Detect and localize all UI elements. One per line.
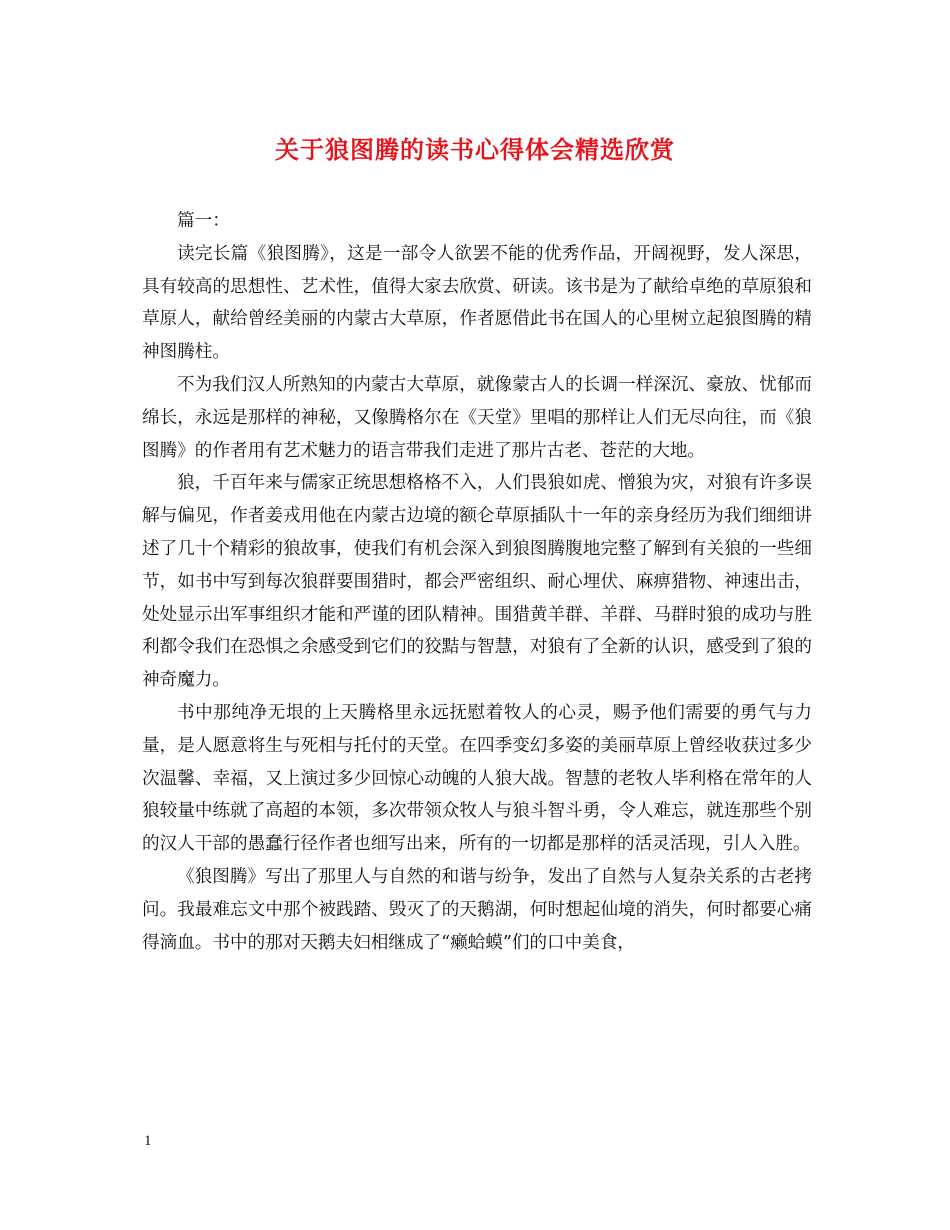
document-body	[142, 205, 812, 959]
page-title: 关于狼图腾的读书心得体会精选欣赏	[275, 135, 675, 164]
paragraph-2: 不为我们汉人所熟知的内蒙古大草原，就像蒙古人的长调一样深沉、豪放、忧郁而绵长，永远是那样的神秘，又像腾格尔在《天堂》里唱的那样让人们无尽向往，而《狼图腾》的作者用有艺术魅力的语言带我们走进了那片古老、苍茫的大地。	[142, 374, 812, 461]
paragraph-3: 狼，千百年来与儒家正统思想格格不入，人们畏狼如虎、憎狼为灾，对狼有许多误解与偏见，作者姜戎用他在内蒙古边境的额仑草原插队十一年的亲身经历为我们细细讲述了几十个精彩的狼故事，使我们有机会深入到狼图腾腹地完整了解到有关狼的一些细节，如书中写到每次狼群要围猎时，都会严密组织、耐心埋伏、麻痹猎物、神速出击，处处显示出军事组织才能和严谨的团队精神。围猎黄羊群、羊群、马群时狼的成功与胜利都令我们在恐惧之余感受到它们的狡黠与智慧，对狼有了全新的认识，感受到了狼的神奇魔力。	[142, 473, 812, 691]
page-number: 1	[144, 1133, 152, 1149]
paragraph-5: 《狼图腾》写出了那里人与自然的和谐与纷争，发出了自然与人复杂关系的古老拷问。我最难忘文中那个被践踏、毁灭了的天鹅湖，何时想起仙境的消失，何时都要心痛得滴血。书中的那对天鹅夫妇相继成了“癞蛤蟆”们的口中美食，	[142, 866, 812, 953]
paragraph-1: 读完长篇《狼图腾》，这是一部令人欲罢不能的优秀作品，开阔视野，发人深思，具有较高的思想性、艺术性，值得大家去欣赏、研读。该书是为了献给卓绝的草原狼和草原人，献给曾经美丽的内蒙古大草原，作者愿借此书在国人的心里树立起狼图腾的精神图腾柱。	[142, 243, 812, 363]
paragraph-4: 书中那纯净无垠的上天腾格里永远抚慰着牧人的心灵，赐予他们需要的勇气与力量，是人愿意将生与死相与托付的天堂。在四季变幻多姿的美丽草原上曾经收获过多少次温馨、幸福，又上演过多少回惊心动魄的人狼大战。智慧的老牧人毕利格在常年的人狼较量中练就了高超的本领，多次带领众牧人与狼斗智斗勇，令人难忘，就连那些个别的汉人干部的愚蠢行径作者也细写出来，所有的一切都是那样的活灵活现，引人入胜。	[142, 702, 812, 855]
section-label: 篇一：	[177, 211, 230, 231]
